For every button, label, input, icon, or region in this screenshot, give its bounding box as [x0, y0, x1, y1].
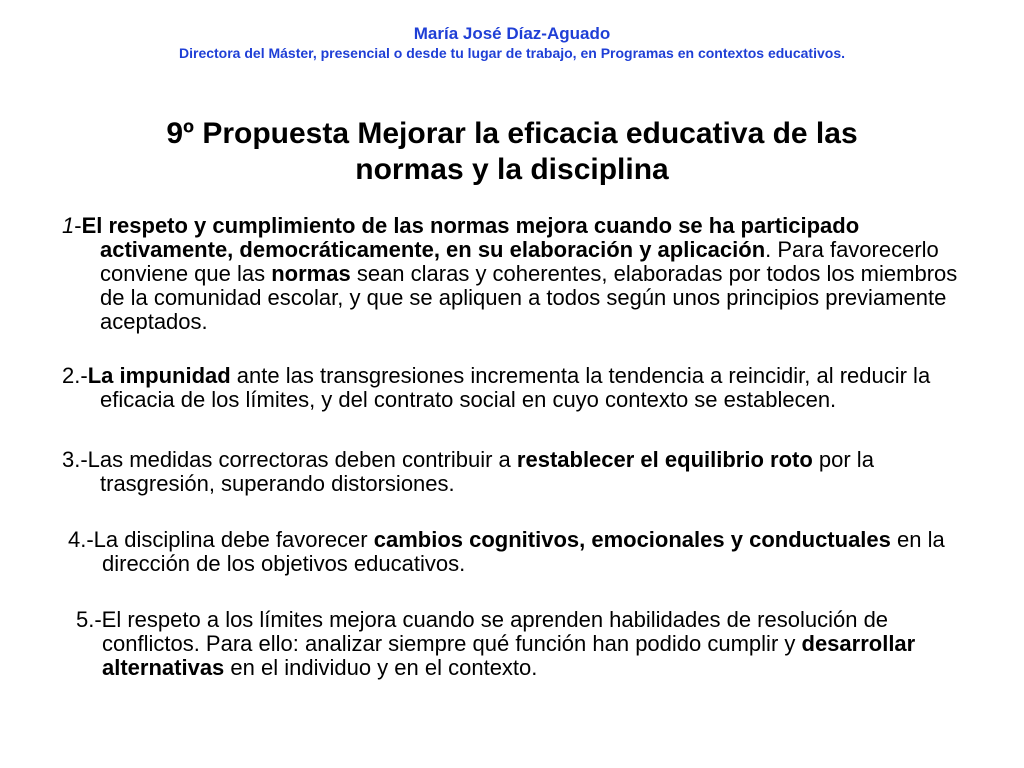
item-prefix: 5.-El respeto a los límites mejora cuando se aprenden habilidades de resolución de conflictos. Para ello: analizar siempre qué función han podido cumplir y	[76, 607, 889, 656]
item-emphasis: normas	[271, 261, 351, 286]
slide-body	[62, 214, 962, 680]
list-item-2	[62, 364, 962, 412]
list-item-3	[62, 448, 962, 496]
item-text: en la dirección de los objetivos educativos.	[102, 527, 945, 576]
item-separator: -	[74, 213, 82, 238]
item-emphasis: cambios cognitivos, emocionales y conductuales	[373, 527, 891, 552]
item-emphasis: desarrollar alternativas	[102, 631, 916, 680]
list-item-4	[62, 528, 962, 576]
author-role: Directora del Máster, presencial o desde tu lugar de trabajo, en Programas en contextos educativos.	[179, 45, 845, 61]
list-item-5	[62, 608, 962, 680]
item-emphasis: La impunidad	[87, 363, 231, 388]
item-text: ante las transgresiones incrementa la tendencia a reincidir, al reducir la eficacia de los límites, y del contrato social en cuyo contexto se establecen.	[100, 363, 931, 412]
slide-title	[70, 116, 954, 188]
item-text: en el individuo y en el contexto.	[224, 655, 538, 680]
item-text: . Para favorecerlo conviene que las	[100, 237, 939, 286]
item-text: sean claras y coherentes, elaboradas por todos los miembros de la comunidad escolar, y que se apliquen a todos según unos principios previamente aceptados.	[100, 261, 958, 334]
item-prefix: 4.-La disciplina debe favorecer	[68, 527, 374, 552]
slide-title-line-2: normas y la disciplina	[355, 153, 669, 186]
slide-title-line-1: 9º Propuesta Mejorar la eficacia educativa de las	[166, 117, 858, 150]
item-prefix: 3.-Las medidas correctoras deben contribuir a	[62, 447, 517, 472]
author-name: María José Díaz-Aguado	[413, 24, 611, 43]
item-emphasis: El respeto y cumplimiento de las normas mejora cuando se ha participado activamente, democráticamente, en su elaboración y aplicación	[81, 213, 860, 262]
list-item-1	[62, 214, 962, 334]
item-emphasis: restablecer el equilibrio roto	[516, 447, 813, 472]
item-prefix: 2.-	[62, 363, 88, 388]
item-text: por la trasgresión, superando distorsiones.	[100, 447, 874, 496]
slide-header	[0, 24, 1024, 62]
item-number: 1	[62, 213, 75, 238]
